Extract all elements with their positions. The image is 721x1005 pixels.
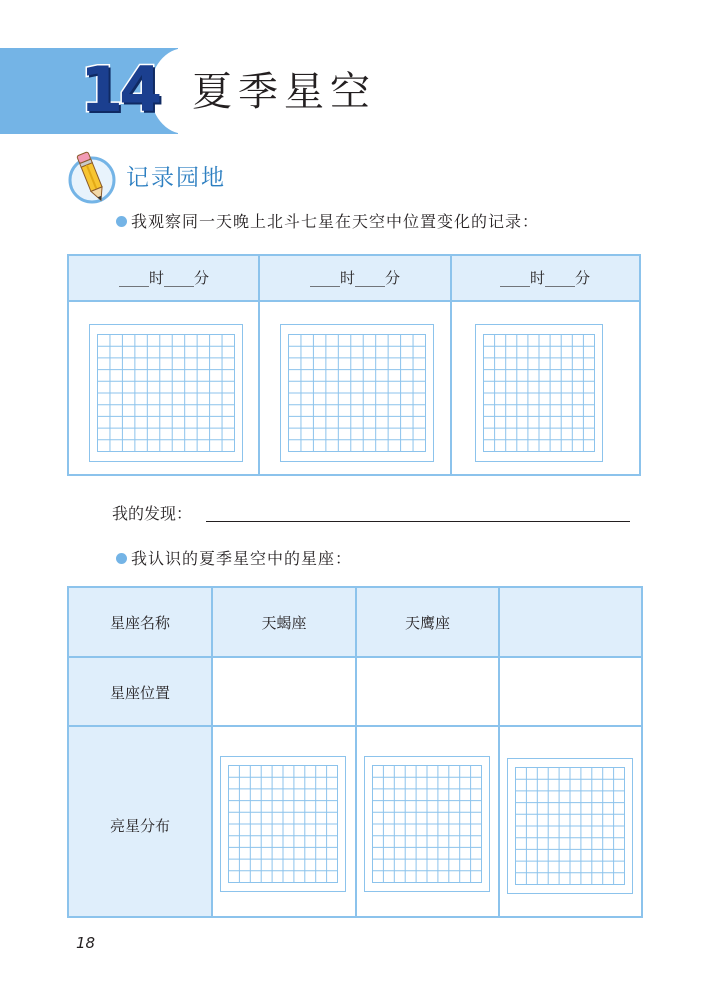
star-grid[interactable] — [372, 765, 482, 883]
time-label-3: ____时____分 — [499, 269, 590, 287]
bullet-dot-icon — [116, 216, 127, 227]
discovery-label: 我的发现： — [112, 504, 193, 523]
star-grid-frame[interactable] — [220, 756, 346, 892]
table-divider — [355, 588, 357, 916]
star-grid-frame[interactable] — [364, 756, 490, 892]
star-grid[interactable] — [515, 767, 625, 885]
row-label-stars: 亮星分布 — [109, 817, 170, 835]
star-grid[interactable] — [228, 765, 338, 883]
star-grid-frame[interactable] — [475, 324, 603, 462]
star-grid-frame[interactable] — [507, 758, 633, 894]
header-label: 星座名称 — [109, 614, 170, 632]
constellation-name-1: 天蝎座 — [261, 614, 307, 632]
star-grid[interactable] — [97, 334, 235, 452]
observation-prompt-text: 我观察同一天晚上北斗七星在天空中位置变化的记录： — [131, 212, 540, 231]
section-title: 记录园地 — [126, 165, 226, 191]
constellation-name-2: 天鹰座 — [404, 614, 450, 632]
bullet-dot-icon — [116, 553, 127, 564]
time-label-2: ____时____分 — [309, 269, 400, 287]
table-divider — [258, 256, 260, 474]
star-grid-frame[interactable] — [89, 324, 243, 462]
table-divider — [498, 588, 500, 916]
chapter-title: 夏季星空 — [192, 69, 376, 115]
star-grid-frame[interactable] — [280, 324, 434, 462]
table-divider — [450, 256, 452, 474]
table-divider — [211, 588, 213, 916]
observation-prompt — [116, 209, 539, 235]
constellation-prompt-text: 我认识的夏季星空中的星座： — [131, 549, 353, 568]
constellation-table — [67, 586, 643, 918]
star-grid[interactable] — [483, 334, 595, 452]
discovery-answer-line[interactable] — [206, 521, 630, 522]
observation-table — [67, 254, 641, 476]
row-label-position: 星座位置 — [109, 684, 170, 702]
star-grid[interactable] — [288, 334, 426, 452]
page-number: 18 — [76, 934, 96, 952]
pencil-icon — [66, 148, 120, 206]
chapter-number: 14 — [80, 53, 159, 126]
time-label-1: ____时____分 — [118, 269, 209, 287]
constellation-prompt — [116, 546, 352, 572]
